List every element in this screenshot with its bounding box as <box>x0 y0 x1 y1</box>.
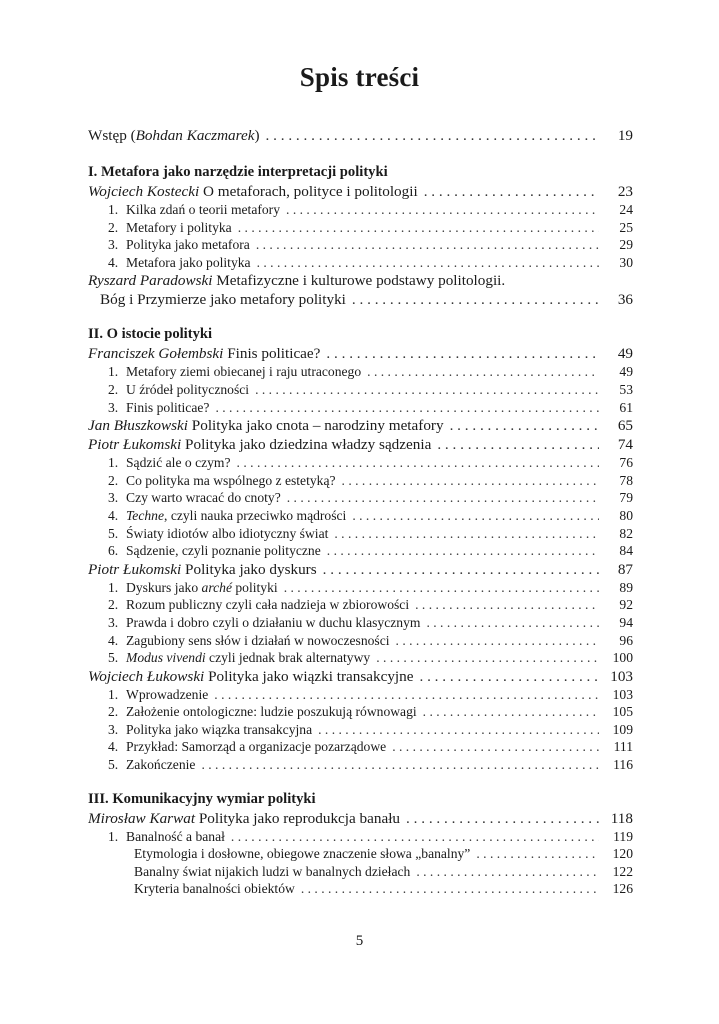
toc-entry <box>88 272 633 291</box>
entry-title: Banalny świat nijakich ludzi w banalnych dziełach <box>134 863 411 879</box>
entry-title: Przykład: Samorząd a organizacje pozarządowe <box>126 739 387 755</box>
entry-title: Rozum publiczny czyli cała nadzieja w zbiorowości <box>126 597 410 613</box>
leader-dots <box>327 543 599 559</box>
entry-title: Sądzenie, czyli poznanie polityczne <box>126 543 321 559</box>
entry-number: 4. <box>108 632 119 648</box>
entry-title: O metaforach, polityce i politologii <box>199 183 418 200</box>
leader-dots <box>215 400 599 416</box>
entry-label <box>88 704 417 720</box>
entry-label <box>88 561 317 579</box>
entry-number: 3. <box>108 721 119 737</box>
entry-label <box>88 436 431 454</box>
entry-page-number: 36 <box>617 291 633 309</box>
leader-dots <box>376 650 599 666</box>
entry-title: Bóg i Przymierze jako metafory polityki <box>100 291 346 309</box>
toc-entry <box>88 183 633 202</box>
toc-subentry <box>88 382 633 400</box>
entry-text: Dyskurs jako <box>126 579 202 595</box>
entry-page-number: 109 <box>612 721 633 737</box>
leader-dots <box>426 615 599 631</box>
entry-page-number: 61 <box>619 399 633 415</box>
entry-title: Metafizyczne i kulturowe podstawy politologii. <box>212 272 506 290</box>
entry-page-number: 126 <box>612 881 633 897</box>
entry-title: Zakończenie <box>126 757 196 773</box>
entry-page-number: 53 <box>619 381 633 397</box>
entry-page-number: 103 <box>610 667 633 685</box>
entry-number: 4. <box>108 739 119 755</box>
entry-label <box>88 580 278 596</box>
entry-title: , czyli nauka przeciwko mądrości <box>164 507 347 523</box>
toc-subentry <box>88 526 633 544</box>
leader-dots <box>256 237 599 253</box>
entry-label <box>88 490 281 506</box>
entry-number: 1. <box>108 579 119 595</box>
entry-label <box>88 272 505 290</box>
entry-number: 3. <box>108 614 119 630</box>
section-heading: II. O istocie polityki <box>88 326 213 343</box>
entry-label <box>88 364 361 380</box>
toc-subentry <box>88 597 633 615</box>
toc-entry <box>88 345 633 364</box>
page-number: 5 <box>355 933 364 949</box>
entry-page-number: 122 <box>612 863 633 879</box>
entry-label <box>88 291 346 309</box>
entry-number: 2. <box>108 219 119 235</box>
entry-number: 5. <box>108 525 119 541</box>
entry-page-number: 78 <box>619 472 633 488</box>
entry-label <box>88 237 250 253</box>
leader-dots <box>352 508 599 524</box>
entry-page-number: 49 <box>619 364 633 380</box>
leader-dots <box>301 881 599 897</box>
leader-dots <box>342 473 599 489</box>
entry-label <box>88 127 260 145</box>
entry-title: Polityka jako dyskurs <box>181 560 317 578</box>
entry-page-number: 74 <box>617 436 633 454</box>
entry-label <box>88 345 320 363</box>
entry-page-number: 96 <box>619 632 633 648</box>
entry-author: Bohdan Kaczmarek <box>135 127 255 144</box>
leader-dots <box>231 829 599 845</box>
entry-title: Polityka jako reprodukcja banału <box>195 809 401 827</box>
toc-subentry <box>88 580 633 598</box>
entry-page-number: 80 <box>619 507 633 523</box>
entry-number: 6. <box>108 543 119 559</box>
leader-dots <box>416 864 599 880</box>
entry-number: 2. <box>108 704 119 720</box>
leader-dots <box>476 846 599 862</box>
toc-entry <box>88 668 633 687</box>
leader-dots <box>392 739 599 755</box>
entry-title: Etymologia i dosłowne, obiegowe znaczenie słowa „banalny” <box>134 846 471 862</box>
entry-label <box>88 455 231 471</box>
entry-page-number: 82 <box>619 525 633 541</box>
entry-title: Polityka jako metafora <box>126 237 250 253</box>
entry-page-number: 49 <box>617 345 633 363</box>
leader-dots <box>424 183 599 201</box>
entry-title: Kryteria banalności obiektów <box>134 881 295 897</box>
entry-label <box>88 864 410 880</box>
leader-dots <box>352 291 599 309</box>
toc-subentry <box>88 473 633 491</box>
leader-dots <box>284 580 599 596</box>
entry-page-number: 65 <box>617 417 633 435</box>
toc-subentry <box>88 364 633 382</box>
entry-number: 1. <box>108 202 119 217</box>
entry-label <box>88 417 444 435</box>
leader-dots <box>201 757 599 773</box>
toc-subentry <box>88 739 633 757</box>
toc-subsubentry <box>88 881 633 899</box>
entry-page-number: 111 <box>613 739 633 755</box>
toc-subentry <box>88 722 633 740</box>
leader-dots <box>286 202 599 218</box>
entry-author: Mirosław Karwat <box>88 809 196 827</box>
entry-title: Czy warto wracać do cnoty? <box>126 490 281 506</box>
entry-author: Piotr Łukomski <box>88 436 182 454</box>
entry-label <box>88 615 420 631</box>
entry-label <box>88 597 409 613</box>
section-heading: I. Metafora jako narzędzie interpretacji polityki <box>88 164 388 180</box>
toc-entry-continuation <box>88 291 633 310</box>
toc-subentry <box>88 255 633 273</box>
entry-title: czyli jednak brak alternatywy <box>205 650 371 666</box>
leader-dots <box>255 382 599 398</box>
entry-label <box>88 829 225 845</box>
entry-italic: Techne <box>126 507 165 523</box>
toc-entry <box>88 417 633 436</box>
entry-page-number: 19 <box>617 127 633 144</box>
entry-page-number: 76 <box>619 455 633 471</box>
leader-dots <box>326 345 599 363</box>
entry-title: Prawda i dobro czyli o działaniu w duchu klasycznym <box>126 614 421 630</box>
table-of-contents <box>88 127 633 899</box>
entry-number: 2. <box>108 597 119 613</box>
entry-number: 3. <box>108 399 119 415</box>
entry-number: 5. <box>108 650 119 666</box>
entry-label <box>88 255 251 271</box>
entry-number: 1. <box>108 455 119 471</box>
entry-title: polityki <box>231 579 278 595</box>
toc-subentry <box>88 220 633 238</box>
toc-subentry <box>88 687 633 705</box>
entry-label <box>88 650 370 666</box>
entry-title: Wprowadzenie <box>126 686 209 702</box>
page-title: Spis treści <box>299 62 420 92</box>
entry-title: Polityka jako dziedzina władzy sądzenia <box>181 436 432 454</box>
entry-number: 4. <box>108 254 119 270</box>
entry-label <box>88 881 295 897</box>
toc-entry <box>88 810 633 829</box>
entry-label <box>88 543 321 559</box>
entry-title: Metafora jako polityka <box>126 254 251 270</box>
entry-number: 5. <box>108 757 119 773</box>
toc-subentry <box>88 633 633 651</box>
entry-text: Wstęp ( <box>88 127 136 144</box>
entry-label <box>88 382 249 398</box>
entry-number: 3. <box>108 490 119 506</box>
entry-title: U źródeł polityczności <box>126 381 250 397</box>
entry-page-number: 79 <box>619 490 633 506</box>
entry-label <box>88 810 400 828</box>
entry-label <box>88 633 390 649</box>
toc-entry <box>88 127 633 146</box>
entry-label <box>88 668 413 686</box>
entry-number: 1. <box>108 828 119 844</box>
leader-dots <box>257 255 599 271</box>
toc-subsubentry <box>88 846 633 864</box>
entry-page-number: 118 <box>610 809 633 827</box>
entry-title: Metafory ziemi obiecanej i raju utraconego <box>126 364 362 380</box>
entry-label <box>88 722 312 738</box>
leader-dots <box>396 633 599 649</box>
entry-title: Finis politicae? <box>126 399 210 415</box>
entry-title: Finis politicae? <box>223 345 321 363</box>
entry-page-number: 29 <box>619 237 633 253</box>
leader-dots <box>437 436 599 454</box>
toc-subentry <box>88 237 633 255</box>
leader-dots <box>287 490 599 506</box>
leader-dots <box>406 810 599 828</box>
entry-author: Ryszard Paradowski <box>88 272 213 290</box>
entry-title: Sądzić ale o czym? <box>126 455 231 471</box>
entry-page-number: 105 <box>612 704 633 720</box>
entry-page-number: 103 <box>612 686 633 702</box>
entry-title: Światy idiotów albo idiotyczny świat <box>126 525 329 541</box>
entry-title: Kilka zdań o teorii metafory <box>126 202 281 217</box>
entry-label <box>88 508 346 524</box>
entry-title: Zagubiony sens słów i działań w nowoczesności <box>126 632 390 648</box>
entry-page-number: 94 <box>619 614 633 630</box>
toc-entry <box>88 561 633 580</box>
entry-page-number: 84 <box>619 543 633 559</box>
toc-subentry <box>88 490 633 508</box>
entry-page-number: 100 <box>612 650 633 666</box>
entry-number: 1. <box>108 686 119 702</box>
leader-dots <box>450 417 599 435</box>
entry-number: 2. <box>108 472 119 488</box>
entry-title: Polityka jako wiązka transakcyjna <box>126 721 313 737</box>
entry-label <box>88 526 328 542</box>
entry-label <box>88 220 232 236</box>
entry-label <box>88 757 195 773</box>
leader-dots <box>419 668 599 686</box>
section-heading: III. Komunikacyjny wymiar polityki <box>88 790 316 807</box>
entry-title: Co polityka ma wspólnego z estetyką? <box>126 472 336 488</box>
entry-label <box>88 473 336 489</box>
toc-subentry <box>88 400 633 418</box>
leader-dots <box>214 687 599 703</box>
toc-subentry <box>88 202 633 220</box>
entry-label <box>88 687 208 703</box>
leader-dots <box>237 455 599 471</box>
leader-dots <box>323 561 599 579</box>
leader-dots <box>318 722 599 738</box>
entry-label <box>88 400 209 416</box>
toc-subsubentry <box>88 864 633 882</box>
toc-subentry <box>88 704 633 722</box>
entry-number: 1. <box>108 364 119 380</box>
leader-dots <box>266 127 599 145</box>
entry-number: 3. <box>108 237 119 253</box>
entry-page-number: 92 <box>619 597 633 613</box>
toc-subentry <box>88 508 633 526</box>
toc-entry <box>88 436 633 455</box>
entry-number: 2. <box>108 381 119 397</box>
entry-page-number: 119 <box>613 828 633 844</box>
entry-page-number: 120 <box>612 846 633 862</box>
entry-author: Wojciech Kostecki <box>88 183 200 200</box>
leader-dots <box>334 526 599 542</box>
entry-label <box>88 739 386 755</box>
entry-page-number: 24 <box>619 202 633 217</box>
entry-page-number: 25 <box>619 219 633 235</box>
entry-page-number: 89 <box>619 579 633 595</box>
entry-title: Polityka jako cnota – narodziny metafory <box>187 417 444 435</box>
entry-italic: Modus vivendi <box>126 650 206 666</box>
leader-dots <box>367 364 599 380</box>
entry-author: Piotr Łukomski <box>88 560 182 578</box>
entry-label <box>88 846 470 862</box>
toc-subentry <box>88 455 633 473</box>
entry-number: 4. <box>108 507 119 523</box>
toc-subentry <box>88 757 633 775</box>
entry-page-number: 116 <box>613 757 633 773</box>
leader-dots <box>238 220 599 236</box>
toc-subentry <box>88 615 633 633</box>
leader-dots <box>415 597 599 613</box>
entry-author: Wojciech Łukowski <box>88 667 205 685</box>
toc-subentry <box>88 543 633 561</box>
entry-title: Założenie ontologiczne: ludzie poszukują równowagi <box>126 704 417 720</box>
entry-author: Franciszek Gołembski <box>88 345 224 363</box>
toc-subentry <box>88 650 633 668</box>
entry-title: ) <box>254 127 260 144</box>
leader-dots <box>423 704 599 720</box>
entry-page-number: 23 <box>617 183 633 200</box>
entry-label <box>88 183 418 201</box>
entry-italic: arché <box>201 579 232 595</box>
entry-page-number: 30 <box>619 254 633 270</box>
toc-subentry <box>88 829 633 847</box>
entry-title: Metafory i polityka <box>126 219 232 235</box>
entry-page-number: 87 <box>617 560 633 578</box>
entry-author: Jan Błuszkowski <box>88 417 188 435</box>
entry-title: Polityka jako wiązki transakcyjne <box>204 667 414 685</box>
entry-label <box>88 202 280 218</box>
entry-title: Banalność a banał <box>126 828 225 844</box>
